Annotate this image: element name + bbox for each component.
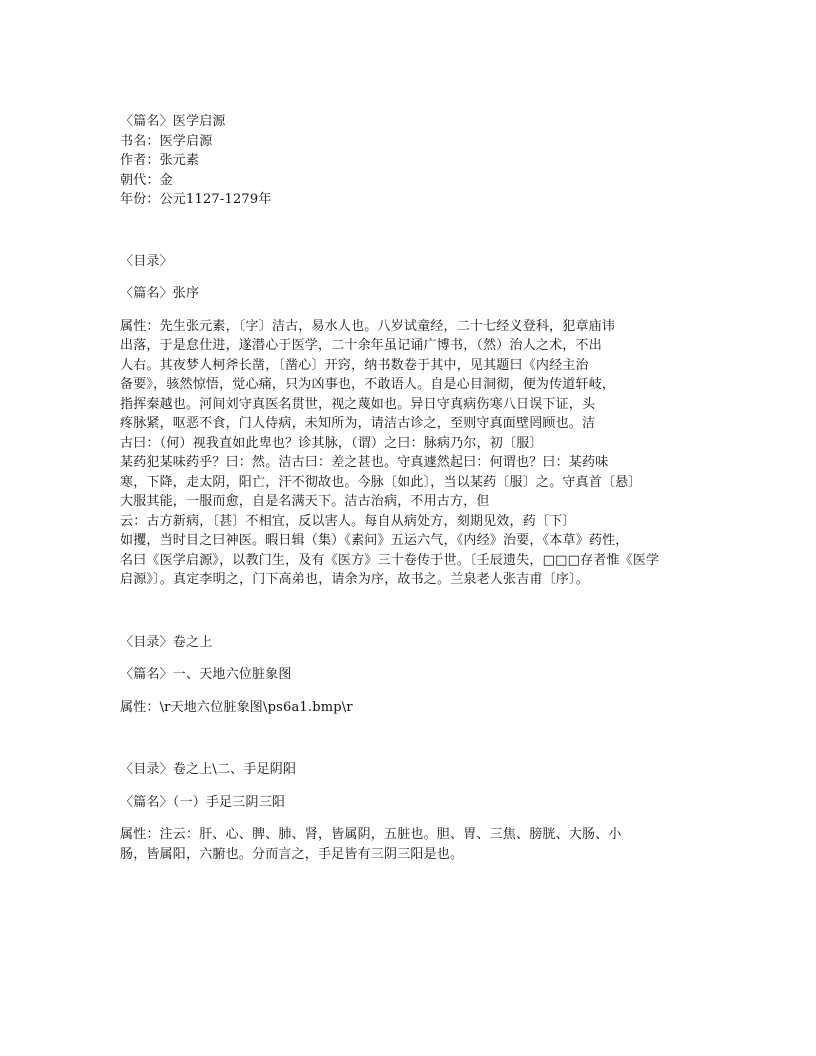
paragraph-line: 寒，下降，走太阴，阳亡，汗不彻故也。今脉〔如此〕，当以某药〔服〕之。守真首〔悬〕 bbox=[120, 474, 642, 490]
paragraph-line: 出落，于是怠仕进，遂潜心于医学，二十余年虽记诵广博书，（然）治人之术，不出 bbox=[120, 338, 602, 353]
author: 作者：张元素 bbox=[120, 153, 200, 168]
document-page bbox=[120, 112, 760, 864]
paragraph-line: 属性：先生张元素，〔字〕洁古，易水人也。八岁试童经，二十七经义登科，犯章庙讳 bbox=[120, 318, 616, 334]
year: 年份：公元1127-1279年 bbox=[120, 192, 272, 207]
paragraph-line: 大服其能，一服而愈，自是名满天下。洁古治病，不用古方，但 bbox=[120, 494, 490, 509]
preface-paragraph bbox=[120, 317, 760, 590]
paragraph-line: 疼脉紧，呕恶不食，门人侍病，未知所为，请洁古诊之，至则守真面壁罔顾也。洁 bbox=[120, 416, 596, 431]
section-title-preface: 〈篇名〉张序 bbox=[120, 286, 200, 301]
paragraph-line: 名曰《医学启源》，以教门生，及有《医方》三十卷传于世。〔壬辰遗失，□□□存者惟《医学 bbox=[120, 552, 660, 568]
toc-heading-volume-1: 〈目录〉卷之上 bbox=[120, 634, 213, 650]
chapter-title: 〈篇名〉医学启源 bbox=[120, 114, 226, 129]
paragraph-line: 人右。其夜梦人柯斧长凿，〔凿心〕开窍，纳书数卷于其中，见其题曰《内经主治 bbox=[120, 357, 589, 373]
header-block bbox=[120, 112, 760, 210]
dynasty: 朝代：金 bbox=[120, 172, 173, 188]
yin-yang-paragraph bbox=[120, 825, 760, 864]
paragraph-line: 古曰：（何）视我直如此卑也？诊其脉，（谓）之曰：脉病乃尔，初〔服〕 bbox=[120, 435, 543, 451]
paragraph-line: 某药犯某味药乎？曰：然。洁古曰：差之甚也。守真遽然起曰：何谓也？曰：某药味 bbox=[120, 455, 609, 470]
toc-heading: 〈目录〉 bbox=[120, 253, 173, 269]
section-title-three-yin-three-yang: 〈篇名〉（一）手足三阴三阳 bbox=[120, 794, 286, 810]
paragraph-line: 启源》〕。真定李明之，门下高弟也，请余为序，故书之。兰泉老人张吉甫〔序〕。 bbox=[120, 572, 589, 587]
toc-heading-yin-yang: 〈目录〉卷之上\二、手足阴阳 bbox=[120, 762, 297, 777]
section-title-diagram: 〈篇名〉一、天地六位脏象图 bbox=[120, 667, 292, 682]
paragraph-line: 备要》，骇然惊悟，觉心痛，只为凶事也，不敢语人。自是心目洞彻，便为传道轩岐， bbox=[120, 377, 616, 392]
paragraph-line: 指挥秦越也。河间刘守真医名贯世，视之蔑如也。异日守真病伤寒八日误下证，头 bbox=[120, 396, 596, 412]
paragraph-line: 属性：注云：肝、心、脾、肺、肾，皆属阴，五脏也。胆、胃、三焦、膀胱、大肠、小 bbox=[120, 827, 622, 842]
book-name: 书名：医学启源 bbox=[120, 133, 213, 149]
paragraph-line: 云：古方新病，〔甚〕不相宜，反以害人。每自从病处方，刻期见效，药〔下〕 bbox=[120, 513, 576, 529]
paragraph-line: 肠，皆属阳，六腑也。分而言之，手足皆有三阴三阳是也。 bbox=[120, 846, 464, 862]
paragraph-line: 如攫，当时目之曰神医。暇日辑（集）《素问》五运六气，《内经》治要，《本草》药性， bbox=[120, 533, 629, 548]
diagram-attribute: 属性：\r天地六位脏象图\ps6a1.bmp\r bbox=[120, 699, 353, 715]
